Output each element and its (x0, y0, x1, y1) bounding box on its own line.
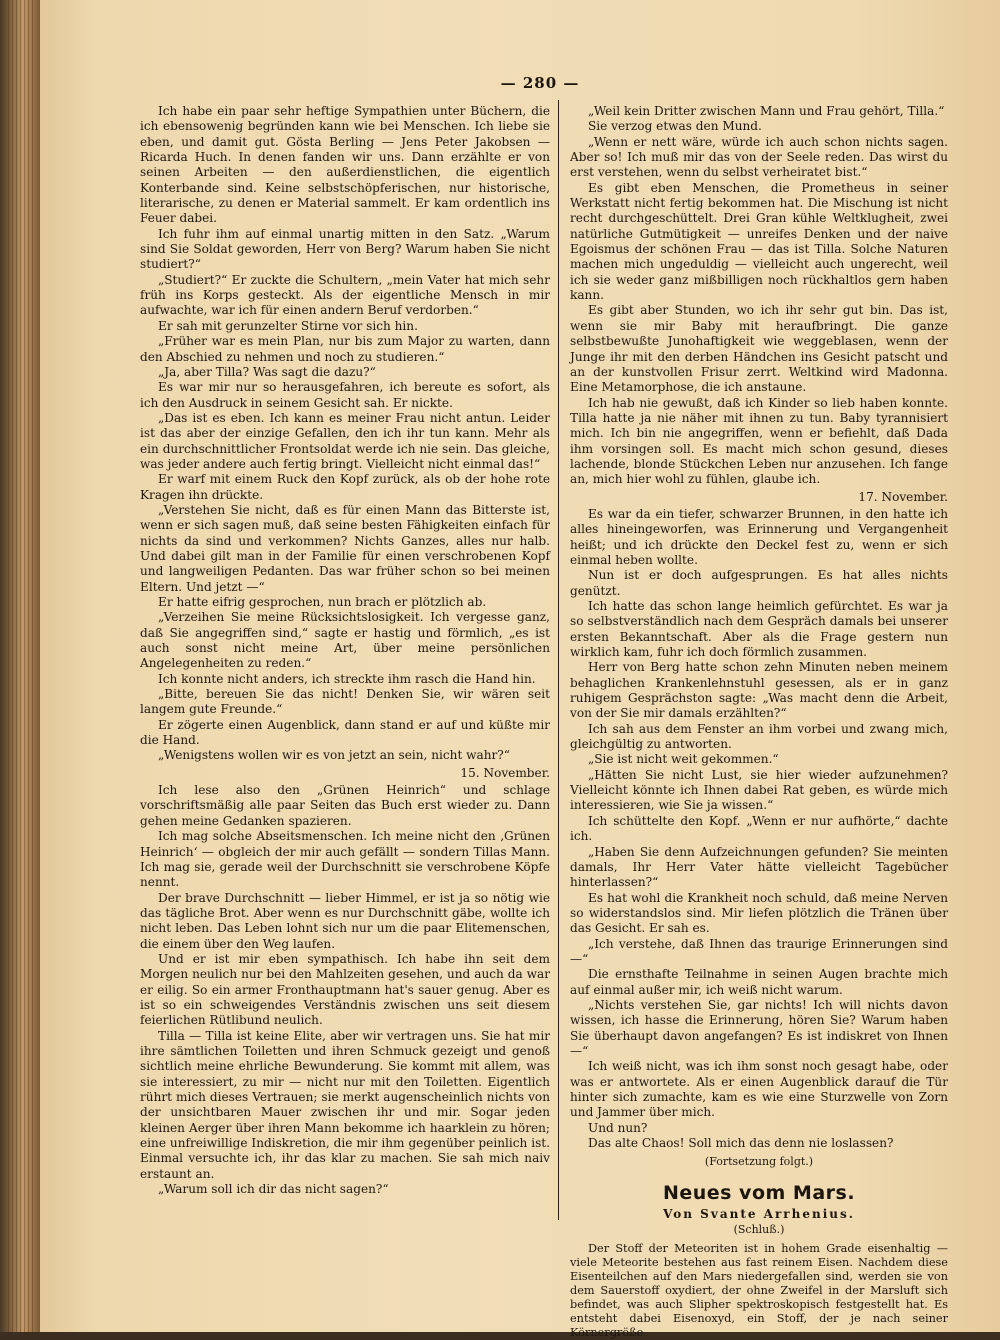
paragraph: Ich hab nie gewußt, daß ich Kinder so lieb haben konnte. Tilla hatte ja nie näher mit ihnen zu tun. Baby tyrannisiert mich. Ich bin nie angegriffen, wenn er befiehlt, daß Dada ihm vorsingen soll. Es macht mich schon gesund, dieses lachende, blonde Stückchen Leben nur anzusehen. Ich fange an, mich hier wohl zu fühlen, glaube ich. (570, 395, 948, 487)
continuation-note: (Fortsetzung folgt.) (704, 1155, 814, 1169)
right-column-text (570, 104, 948, 488)
paragraph: Das alte Chaos! Soll mich das denn nie loslassen? (588, 1136, 894, 1151)
right-column-text-2 (570, 507, 948, 1151)
paragraph: Er hatte eifrig gesprochen, nun brach er plötzlich ab. (158, 595, 487, 609)
paragraph: Der brave Durchschnitt — lieber Himmel, er ist ja so nötig wie das tägliche Brot. Aber wenn es nur Durchschnitt gäbe, wollte ich nicht leben. Das Leben lohnt sich nur um die paar Elitemenschen, die einem über den Weg laufen. (140, 890, 550, 951)
paragraph: Er zögerte einen Augenblick, dann stand er auf und küßte mir die Hand. (140, 717, 550, 748)
paragraph: Und nun? (588, 1120, 648, 1135)
paragraph: Die ernsthafte Teilnahme in seinen Augen brachte mich auf einmal außer mir, ich weiß nicht warum. (570, 967, 948, 997)
paragraph: Er sah mit gerunzelter Stirne vor sich hin. (158, 318, 418, 333)
paragraph: Ich konnte nicht anders, ich streckte ihm rasch die Hand hin. (158, 671, 536, 686)
paragraph: „Sie ist nicht weit gekommen.“ (588, 752, 779, 767)
left-column-text (140, 104, 550, 764)
paragraph: „Haben Sie denn Aufzeichnungen gefunden? Sie meinten damals, Ihr Herr Vater hätte vielleicht Tagebücher hinterlassen?“ (570, 844, 948, 890)
article-text: Der Stoff der Meteoriten ist in hohem Grade eisenhaltig — viele Meteorite bestehen aus fast reinem Eisen. Nachdem diese Eisenteilchen auf den Mars niedergefallen sind, werden sie von dem Sauerstoff oxydiert, der ohne Zweifel in der Marsluft sich befindet, was auch Slipher spektroskopisch festgestellt hat. Es entsteht dabei Eisenoxyd, ein Stoff, der je nach seiner Körnergröße (570, 1241, 948, 1340)
paragraph: Er warf mit einem Ruck den Kopf zurück, als ob der hohe rote Kragen ihn drückte. (140, 472, 550, 502)
paragraph: Ich lese also den „Grünen Heinrich“ und schlage vorschriftsmäßig alle paar Seiten das Buch erst wieder zu. Dann gehen meine Gedanken spazieren. (140, 783, 550, 828)
paragraph: „Nichts verstehen Sie, gar nichts! Ich will nichts davon wissen, ich hasse die Erinnerung, hören Sie? Warum haben Sie überhaupt davon angefangen? Es ist indiskret von Ihnen —“ (570, 997, 948, 1058)
article-title: Neues vom Mars. (662, 1181, 856, 1204)
paragraph: Sie verzog etwas den Mund. (588, 119, 762, 134)
paragraph: „Wenigstens wollen wir es von jetzt an sein, nicht wahr?“ (158, 748, 510, 763)
paragraph: Ich fuhr ihm auf einmal unartig mitten in den Satz. „Warum sind Sie Soldat geworden, Herr von Berg? Warum haben Sie nicht studiert?“ (140, 226, 550, 272)
paragraph: Es hat wohl die Krankheit noch schuld, daß meine Nerven so widerstandslos sind. Mir liefen plötzlich die Tränen über das Gesicht. Er sah es. (570, 890, 948, 936)
paragraph: Und er ist mir eben sympathisch. Ich habe ihn seit dem Morgen neulich nur bei den Mahlzeiten gesehen, und auch da war er eilig. So ein armer Fronthauptmann hat's sauer genug. Aber es ist so ein schweigendes Verständnis zwischen uns seit diesem feierlichen Rütlibund neulich. (140, 951, 550, 1028)
right-column (570, 104, 948, 1340)
paragraph: Nun ist er doch aufgesprungen. Es hat alles nichts genützt. (570, 568, 948, 598)
binding-page-edges (8, 0, 34, 1332)
page-number: — 280 — (500, 74, 580, 92)
paragraph: Ich weiß nicht, was ich ihm sonst noch gesagt habe, oder was er antwortete. Als er einen Augenblick darauf die Tür hinter sich zumachte, kam es wie eine Sturzwelle von Zorn und Jammer über mich. (570, 1059, 948, 1120)
left-column (140, 104, 550, 1219)
paragraph: Ich mag solche Abseitsmenschen. Ich meine nicht den ‚Grünen Heinrich‘ — obgleich der mir auch gefällt — sondern Tillas Mann. Ich mag sie, gerade weil der Durchschnitt sie verschrobene Köpfe nennt. (140, 829, 550, 890)
paragraph: „Hätten Sie nicht Lust, sie hier wieder aufzunehmen? Vielleicht könnte ich Ihnen dabei Rat geben, es würde mich interessieren, wie Sie ja wissen.“ (570, 767, 948, 813)
paragraph: Es war da ein tiefer, schwarzer Brunnen, in den hatte ich alles hineingeworfen, was Erinnerung und Vergangenheit heißt; und ich drückte den Deckel fest zu, wenn er sich einmal heben wollte. (570, 506, 948, 567)
paragraph: Es gibt eben Menschen, die Prometheus in seiner Werkstatt nicht fertig bekommen hat. Die Mischung ist nicht recht durchgeschüttelt. Drei Gran kühle Weltklugheit, zwei natürliche Gutmütigkeit — unreifes Denken und der naive Egoismus der schönen Frau — das ist Tilla. Solche Naturen machen mich ungeduldig — vielleicht auch ungerecht, weil ich sie weder ganz mißbilligen noch rückhaltlos gern haben kann. (570, 180, 948, 303)
paragraph: „Weil kein Dritter zwischen Mann und Frau gehört, Tilla.“ (588, 104, 945, 118)
left-column-text-2 (140, 783, 550, 1197)
paragraph: Ich sah aus dem Fenster an ihm vorbei und zwang mich, gleichgültig zu antworten. (570, 721, 948, 752)
article-part-note: (Schluß.) (733, 1223, 785, 1237)
paragraph: „Das ist es eben. Ich kann es meiner Frau nicht antun. Leider ist das aber der einzige Gefallen, den ich ihr tun kann. Mehr als ein durchschnittlicher Frontsoldat werde ich nie sein. Das gleiche, was jeder andere auch fertig bringt. Vielleicht nicht einmal das!“ (140, 410, 550, 471)
diary-date-15-november: 15. November. (460, 765, 550, 780)
column-divider (558, 100, 559, 1220)
paragraph: Es war mir nur so herausgefahren, ich bereute es sofort, als ich den Ausdruck in seinem Gesicht sah. Er nickte. (140, 380, 550, 410)
paragraph: „Ja, aber Tilla? Was sagt die dazu?“ (158, 364, 376, 379)
paragraph: „Verstehen Sie nicht, daß es für einen Mann das Bitterste ist, wenn er sich sagen muß, daß seine besten Fähigkeiten einfach für nichts da sind und verkommen? Nichts Ganzes, alles nur halb. Und dabei gilt man in der Familie für einen verschrobenen Kopf und langweiligen Pedanten. Das war früher schon so bei meinen Eltern. Und jetzt —“ (140, 502, 550, 594)
paragraph: „Verzeihen Sie meine Rücksichtslosigkeit. Ich vergesse ganz, daß Sie angegriffen sind,“ sagte er hastig und förmlich, „es ist auch sonst nicht meine Art, über meine persönlichen Angelegenheiten zu reden.“ (140, 610, 550, 671)
paragraph: „Wenn er nett wäre, würde ich auch schon nichts sagen. Aber so! Ich muß mir das von der Seele reden. Das wirst du erst verstehen, wenn du selbst verheiratet bist.“ (570, 134, 948, 180)
paragraph: „Studiert?“ Er zuckte die Schultern, „mein Vater hat mich sehr früh ins Korps gesteckt. Als der eigentliche Mensch in mir aufwachte, war ich für einen andern Beruf verdorben.“ (140, 272, 550, 318)
paragraph: „Früher war es mein Plan, nur bis zum Major zu warten, dann den Abschied zu nehmen und noch zu studieren.“ (140, 334, 550, 364)
paragraph: „Bitte, bereuen Sie das nicht! Denken Sie, wir wären seit langem gute Freunde.“ (140, 687, 550, 717)
article-byline: Von Svante Arrhenius. (663, 1207, 855, 1222)
paragraph: „Warum soll ich dir das nicht sagen?“ (158, 1182, 389, 1197)
paragraph: Tilla — Tilla ist keine Elite, aber wir vertragen uns. Sie hat mir ihre sämtlichen Toiletten und ihren Schmuck gezeigt und genoß sichtlich meine ehrliche Bewunderung. Sie kommt mit allem, was sie interessiert, zu mir — nicht nur mit den Toiletten. Eigentlich rührt mich dieses Vertrauen; sie merkt augenscheinlich nichts von der unsichtbaren Mauer zwischen ihr und mir. Sogar jeden kleinen Aerger über ihren Mann bekomme ich haarklein zu hören; eine unfreiwillige Indiskretion, die mir ihm gegenüber peinlich ist. Einmal versuchte ich, ihr das klar zu machen. Sie sah mich naiv erstaunt an. (140, 1028, 550, 1181)
book-binding (0, 0, 42, 1332)
paragraph: Ich schüttelte den Kopf. „Wenn er nur aufhörte,“ dachte ich. (570, 813, 948, 844)
paragraph: Es gibt aber Stunden, wo ich ihr sehr gut bin. Das ist, wenn sie mir Baby mit heraufbringt. Die ganze selbstbewußte Junohaftigkeit wie weggeblasen, wenn der Junge ihr mit den derben Händchen ins Gesicht patscht und an der kunstvollen Frisur zerrt. Weltkind wird Madonna. Eine Metamorphose, die ich anstaune. (570, 303, 948, 395)
diary-date-17-november: 17. November. (858, 489, 948, 504)
paragraph: „Ich verstehe, daß Ihnen das traurige Erinnerungen sind —“ (570, 936, 948, 966)
paragraph: Ich hatte das schon lange heimlich gefürchtet. Es war ja so selbstverständlich nach dem Gespräch damals bei unserer ersten Bekanntschaft. Aber als die Frage gestern nun wirklich kam, fuhr ich doch förmlich zusammen. (570, 599, 948, 660)
newspaper-page (40, 0, 1000, 1340)
paragraph: Ich habe ein paar sehr heftige Sympathien unter Büchern, die ich ebensowenig begründen kann wie bei Menschen. Ich liebe sie eben, und damit gut. Gösta Berling — Jens Peter Jakobsen — Ricarda Huch. In denen fanden wir uns. Dann erzählte er von seinen Arbeiten — den außerdienstlichen, die eigentlich Konterbande sind. Keine selbstschöpferischen, nur historische, literarische, zu denen er Material sammelt. Er kam ordentlich ins Feuer dabei. (140, 104, 550, 226)
paragraph: Herr von Berg hatte schon zehn Minuten neben meinem behaglichen Krankenlehnstuhl gesessen, als er in ganz ruhigem Gesprächston sagte: „Was macht denn die Arbeit, von der Sie mir damals erzählten?“ (570, 660, 948, 721)
